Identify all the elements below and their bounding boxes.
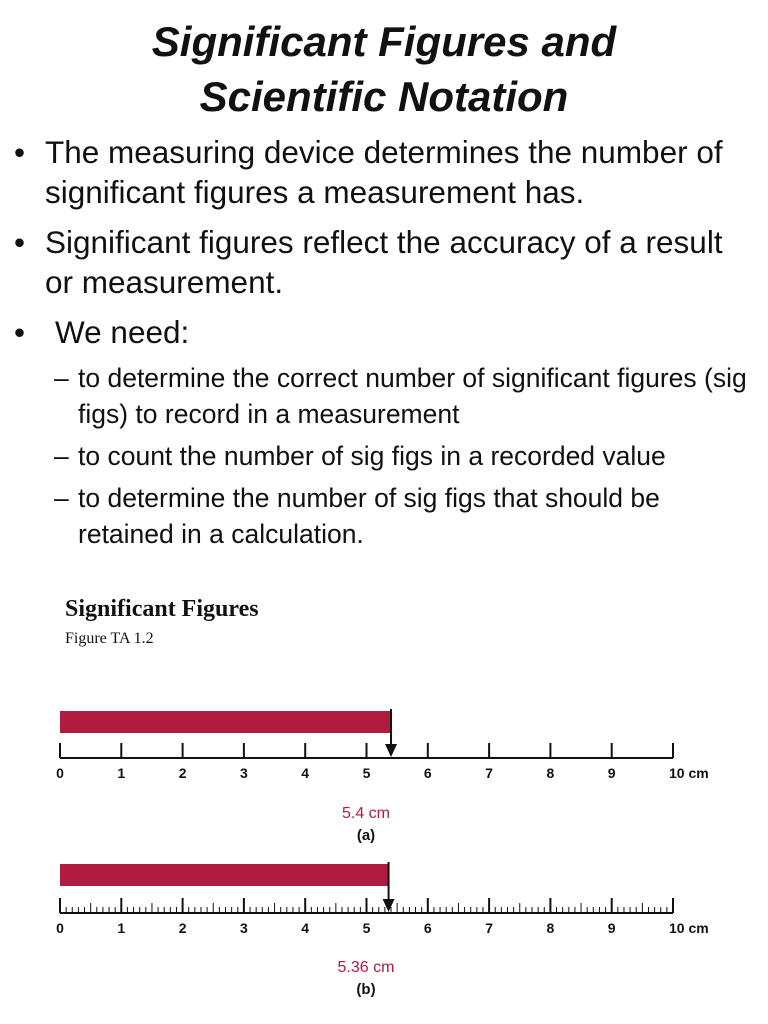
bullet-text: We need: xyxy=(55,314,190,350)
tick-label-a: 5 xyxy=(362,765,371,781)
pointer-arrowhead-a xyxy=(385,744,397,757)
tick-label-a: 2 xyxy=(178,765,187,781)
sub-bullet-text: to count the number of sig figs in a recorded value xyxy=(78,441,666,471)
bullet-item xyxy=(14,222,759,302)
title-line-2: Scientific Notation xyxy=(199,73,569,120)
dash-marker: – xyxy=(54,363,69,393)
figure-label-b: (b) xyxy=(356,981,376,998)
tick-label-b: 2 xyxy=(178,920,187,936)
bullet-list xyxy=(14,132,759,360)
bullet-marker: • xyxy=(14,134,26,170)
tick-label-a: 4 xyxy=(301,765,310,781)
tick-label-b: 1 xyxy=(117,920,126,936)
measured-bar-a xyxy=(60,711,391,733)
dash-marker: – xyxy=(54,441,69,471)
bullet-text: The measuring device determines the number of significant figures a measurement has. xyxy=(45,134,723,210)
title-line-1: Significant Figures and xyxy=(151,18,617,65)
tick-label-a: 10 cm xyxy=(669,765,709,781)
tick-label-a: 7 xyxy=(485,765,493,781)
tick-label-b: 8 xyxy=(546,920,555,936)
sub-bullet-list xyxy=(54,360,759,558)
tick-label-b: 6 xyxy=(423,920,432,936)
figure-title: Significant Figures xyxy=(65,596,259,622)
bullet-marker: • xyxy=(14,224,26,260)
dash-marker: – xyxy=(54,483,69,513)
tick-label-a: 3 xyxy=(240,765,248,781)
tick-label-b: 10 cm xyxy=(669,920,709,936)
sub-bullet-text: to determine the number of sig figs that should be retained in a calculation. xyxy=(78,483,660,549)
sub-bullet-item xyxy=(54,438,759,474)
tick-label-b: 0 xyxy=(56,920,64,936)
bullet-text: Significant figures reflect the accuracy of a result or measurement. xyxy=(45,224,723,300)
tick-label-b: 3 xyxy=(240,920,248,936)
reading-a: 5.4 cm xyxy=(341,805,390,822)
figure-label-a: (a) xyxy=(356,827,376,844)
tick-label-b: 4 xyxy=(301,920,310,936)
bullet-marker: • xyxy=(14,314,26,350)
bullet-item xyxy=(14,312,759,352)
tick-label-a: 1 xyxy=(117,765,126,781)
measured-bar-b xyxy=(60,864,389,886)
bullet-item xyxy=(14,132,759,212)
tick-label-a: 6 xyxy=(423,765,432,781)
pointer-arrowhead-b xyxy=(383,899,395,912)
sub-bullet-item xyxy=(54,480,759,552)
reading-b: 5.36 cm xyxy=(337,959,395,976)
tick-label-b: 5 xyxy=(362,920,371,936)
page-title xyxy=(0,14,768,124)
figure-caption: Figure TA 1.2 xyxy=(65,630,154,647)
tick-label-a: 0 xyxy=(56,765,64,781)
sub-bullet-item xyxy=(54,360,759,432)
tick-label-a: 9 xyxy=(607,765,616,781)
tick-label-b: 7 xyxy=(485,920,493,936)
sub-bullet-text: to determine the correct number of significant figures (sig figs) to record in a measurement xyxy=(78,363,747,429)
tick-label-a: 8 xyxy=(546,765,555,781)
tick-label-b: 9 xyxy=(607,920,616,936)
